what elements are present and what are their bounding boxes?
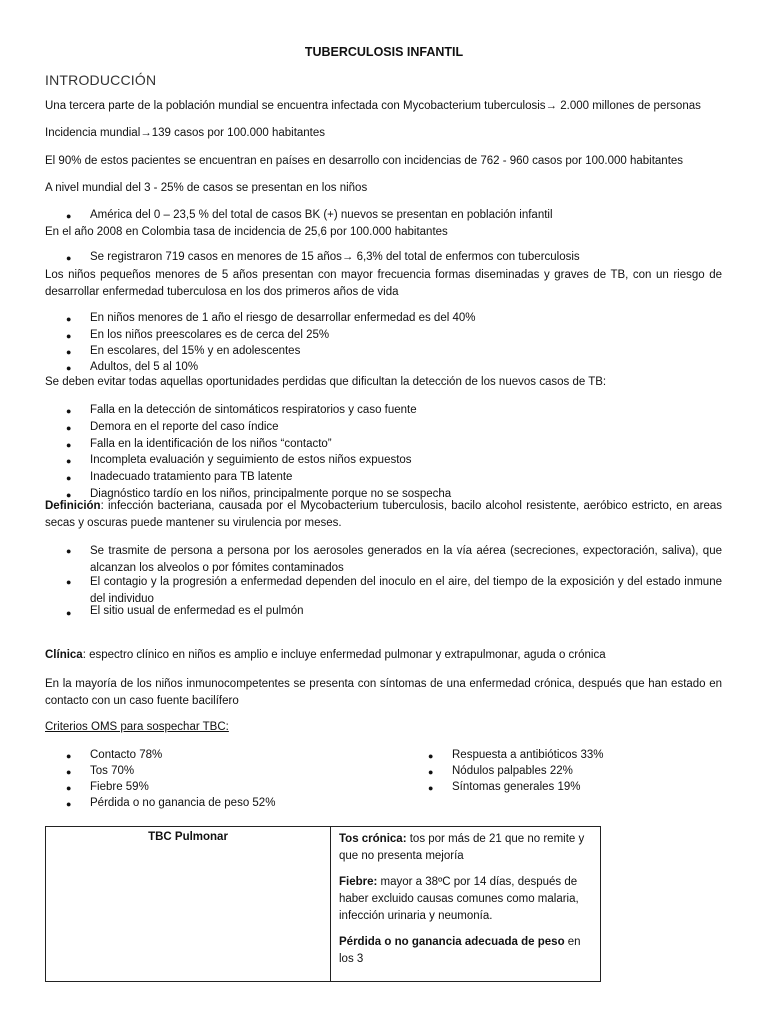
bullet-icon: ● [66, 577, 72, 587]
list-item: Falla en la identificación de los niños “contacto” [90, 438, 332, 450]
bullet-icon: ● [66, 423, 72, 433]
list-item: Síntomas generales 19% [452, 781, 581, 793]
list-item: En los niños preescolares es de cerca del 25% [90, 329, 330, 341]
bullet-icon: ● [66, 473, 72, 483]
tbc-table [45, 826, 601, 982]
bullet-icon: ● [66, 751, 72, 761]
definition-paragraph [45, 498, 722, 532]
bullet-icon: ● [66, 546, 72, 556]
list-item: Contacto 78% [90, 749, 163, 761]
table-content-cell [331, 827, 601, 982]
bullet-icon: ● [66, 608, 72, 618]
clinica-text: : espectro clínico en niños es amplio e incluye enfermedad pulmonar y extrapulmonar, aguda o crónica [82, 649, 606, 661]
table-entry-peso [339, 934, 592, 968]
table-header-cell: TBC Pulmonar [46, 827, 331, 982]
bullet-icon: ● [66, 456, 72, 466]
paragraph: En la mayoría de los niños inmunocompetentes se presenta con síntomas de una enfermedad crónica, después que han estado en contacto con un caso fuente bacilífero [45, 678, 722, 707]
list-item: En niños menores de 1 año el riesgo de desarrollar enfermedad es del 40% [90, 312, 476, 324]
list-item: Pérdida o no ganancia de peso 52% [90, 797, 276, 809]
list-item: Se trasmite de persona a persona por los aerosoles generados en la vía aérea (secreciones, expectoración, saliva), que alcanzan los alveolos o por fómites contaminados [90, 545, 722, 574]
bullet-icon: ● [66, 490, 72, 500]
paragraph: A nivel mundial del 3 - 25% de casos se presentan en los niños [45, 182, 368, 194]
bullet-icon: ● [428, 767, 434, 777]
list-item: Respuesta a antibióticos 33% [452, 749, 604, 761]
list-item: Diagnóstico tardío en los niños, principalmente porque no se sospecha [90, 488, 452, 500]
section-heading: INTRODUCCIÓN [45, 72, 157, 88]
definition-label: Definición [45, 500, 101, 512]
bullet-icon: ● [66, 253, 72, 263]
bullet-icon: ● [66, 440, 72, 450]
definition-text: : infección bacteriana, causada por el Mycobacterium tuberculosis, bacilo alcohol resistente, aeróbico estricto, en areas secas y oscuras puede mantener su virulencia por meses. [45, 500, 722, 529]
clinica-paragraph [45, 649, 606, 661]
paragraph: En el año 2008 en Colombia tasa de incidencia de 25,6 por 100.000 habitantes [45, 226, 448, 238]
entry-label: Fiebre: [339, 876, 378, 888]
bullet-icon: ● [66, 211, 72, 221]
list-item: El sitio usual de enfermedad es el pulmón [90, 605, 304, 617]
entry-text: mayor a 38ºC por 14 días, después de haber excluido causas comunes como malaria, infección urinaria y neumonía. [339, 876, 579, 922]
bullet-icon: ● [66, 406, 72, 416]
entry-label: Pérdida o no ganancia adecuada de peso [339, 936, 565, 948]
clinica-label: Clínica [45, 649, 83, 661]
bullet-icon: ● [66, 331, 72, 341]
list-item: Fiebre 59% [90, 781, 149, 793]
paragraph: Una tercera parte de la población mundial se encuentra infectada con Mycobacterium tuberculosis→ 2.000 millones de personas [45, 100, 701, 112]
paragraph: Se deben evitar todas aquellas oportunidades perdidas que dificultan la detección de los nuevos casos de TB: [45, 376, 607, 388]
table-entry-tos [339, 831, 592, 865]
paragraph: Incidencia mundial→139 casos por 100.000 habitantes [45, 127, 326, 139]
list-item: Incompleta evaluación y seguimiento de estos niños expuestos [90, 454, 412, 466]
bullet-icon: ● [428, 751, 434, 761]
paragraph: El 90% de estos pacientes se encuentran en países en desarrollo con incidencias de 762 - 960 casos por 100.000 habitantes [45, 155, 684, 167]
list-item: El contagio y la progresión a enfermedad dependen del inoculo en el aire, del tiempo de la exposición y del estado inmune del individuo [90, 576, 722, 605]
paragraph: Los niños pequeños menores de 5 años presentan con mayor frecuencia formas diseminadas y graves de TB, con un riesgo de desarrollar enfermedad tuberculosa en los dos primeros años de vida [45, 269, 722, 298]
bullet-icon: ● [428, 783, 434, 793]
list-item: Nódulos palpables 22% [452, 765, 573, 777]
list-item: Tos 70% [90, 765, 135, 777]
table-row [46, 827, 601, 982]
entry-label: Tos crónica: [339, 833, 407, 845]
bullet-icon: ● [66, 314, 72, 324]
bullet-icon: ● [66, 783, 72, 793]
list-item: Falla en la detección de sintomáticos respiratorios y caso fuente [90, 404, 417, 416]
criteria-heading: Criterios OMS para sospechar TBC: [45, 721, 229, 733]
list-item: Inadecuado tratamiento para TB latente [90, 471, 293, 483]
list-item: América del 0 – 23,5 % del total de casos BK (+) nuevos se presentan en población infantil [90, 209, 553, 221]
bullet-icon: ● [66, 347, 72, 357]
list-item: Se registraron 719 casos en menores de 15 años→ 6,3% del total de enfermos con tuberculosis [90, 251, 580, 263]
bullet-icon: ● [66, 799, 72, 809]
entry-text: tos por más de 21 que no remite y que no presenta mejoría [339, 833, 585, 862]
bullet-icon: ● [66, 767, 72, 777]
document-title: TUBERCULOSIS INFANTIL [304, 45, 464, 59]
list-item: Demora en el reporte del caso índice [90, 421, 279, 433]
entry-text: en los 3 [339, 936, 581, 965]
table-entry-fiebre [339, 874, 592, 925]
list-item: Adultos, del 5 al 10% [90, 361, 199, 373]
bullet-icon: ● [66, 363, 72, 373]
list-item: En escolares, del 15% y en adolescentes [90, 345, 301, 357]
